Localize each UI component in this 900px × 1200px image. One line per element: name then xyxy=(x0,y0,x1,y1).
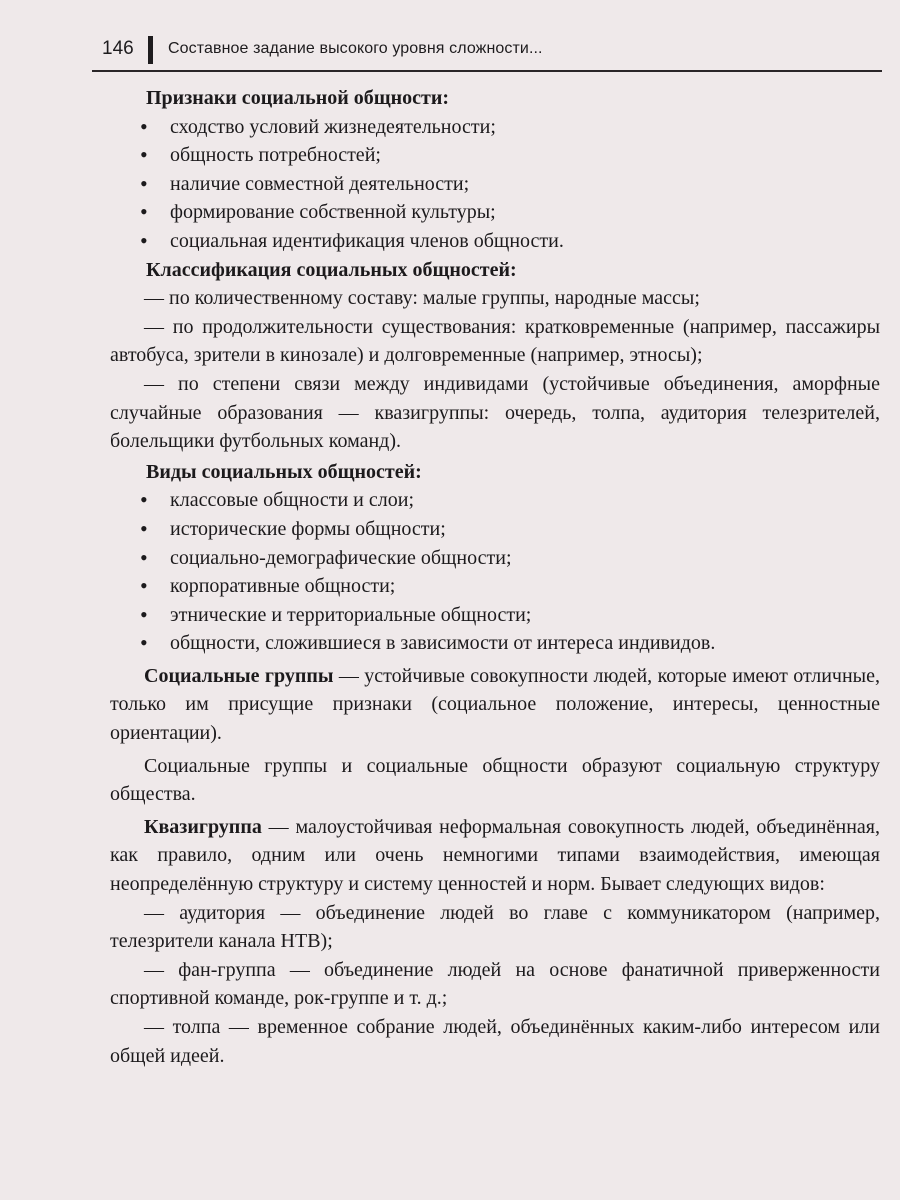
page-body xyxy=(110,84,880,1070)
classification-item: — по количественному составу: малые группы, народные массы; xyxy=(144,287,700,310)
classification-heading: Классификация социальных общностей: xyxy=(146,258,517,281)
social-groups-paragraph xyxy=(110,662,880,748)
quasigroup-type: — толпа — временное собрание людей, объединённых каким-либо интересом или общей идеей. xyxy=(110,1016,880,1067)
quasigroup-type: — фан-группа — объединение людей на основе фанатичной приверженности спортивной команде, рок-группе и т. д.; xyxy=(110,958,880,1010)
running-title: Составное задание высокого уровня сложности... xyxy=(168,40,543,57)
types-list xyxy=(110,486,880,658)
list-item: • сходство условий жизнедеятельности; xyxy=(110,113,880,142)
list-item: • общность потребностей; xyxy=(110,141,880,170)
page-header xyxy=(92,30,882,72)
list-item: • корпоративные общности; xyxy=(110,572,880,601)
structure-paragraph: Социальные группы и социальные общности образуют социальную структуру общества. xyxy=(110,754,880,806)
header-divider xyxy=(148,36,153,64)
signs-list xyxy=(110,113,880,256)
classification-item: — по продолжительности существования: кратковременные (например, пассажиры автобуса, зрители в кинозале) и долговременные (например, этносы); xyxy=(110,315,880,367)
list-item: • социальная идентификация членов общности. xyxy=(110,227,880,256)
page-number: 146 xyxy=(102,38,134,59)
list-item: • формирование собственной культуры; xyxy=(110,198,880,227)
quasigroup-type: — аудитория — объединение людей во главе с коммуникатором (например, телезрители канала НТВ); xyxy=(110,901,880,953)
signs-heading: Признаки социальной общности: xyxy=(146,87,450,109)
quasigroup-term: Квазигруппа xyxy=(144,815,262,838)
social-groups-term: Социальные группы xyxy=(144,664,334,687)
social-groups-definition: — устойчивые совокупности людей, которые имеют отличные, только им присущие признаки (социальное положение, интересы, ценностные ориентации). xyxy=(110,664,880,745)
types-heading: Виды социальных общностей: xyxy=(146,460,422,483)
list-item: • исторические формы общности; xyxy=(110,515,880,544)
list-item: • наличие совместной деятельности; xyxy=(110,170,880,199)
list-item: • общности, сложившиеся в зависимости от интереса индивидов. xyxy=(110,629,880,658)
classification-item: — по степени связи между индивидами (устойчивые объединения, аморфные случайные образования — квазигруппы: очередь, толпа, аудитория телезрителей, болельщики футбольных команд). xyxy=(110,372,880,453)
quasigroup-definition: — малоустойчивая неформальная совокупность людей, объединённая, как правило, одним или очень немногими типами взаимодействия, имеющая неопределённую структуру и систему ценностей и норм. Бывает следующих видов: xyxy=(110,815,880,896)
quasigroup-paragraph xyxy=(110,813,880,899)
list-item: • этнические и территориальные общности; xyxy=(110,601,880,630)
list-item: • классовые общности и слои; xyxy=(110,486,880,515)
list-item: • социально-демографические общности; xyxy=(110,544,880,573)
